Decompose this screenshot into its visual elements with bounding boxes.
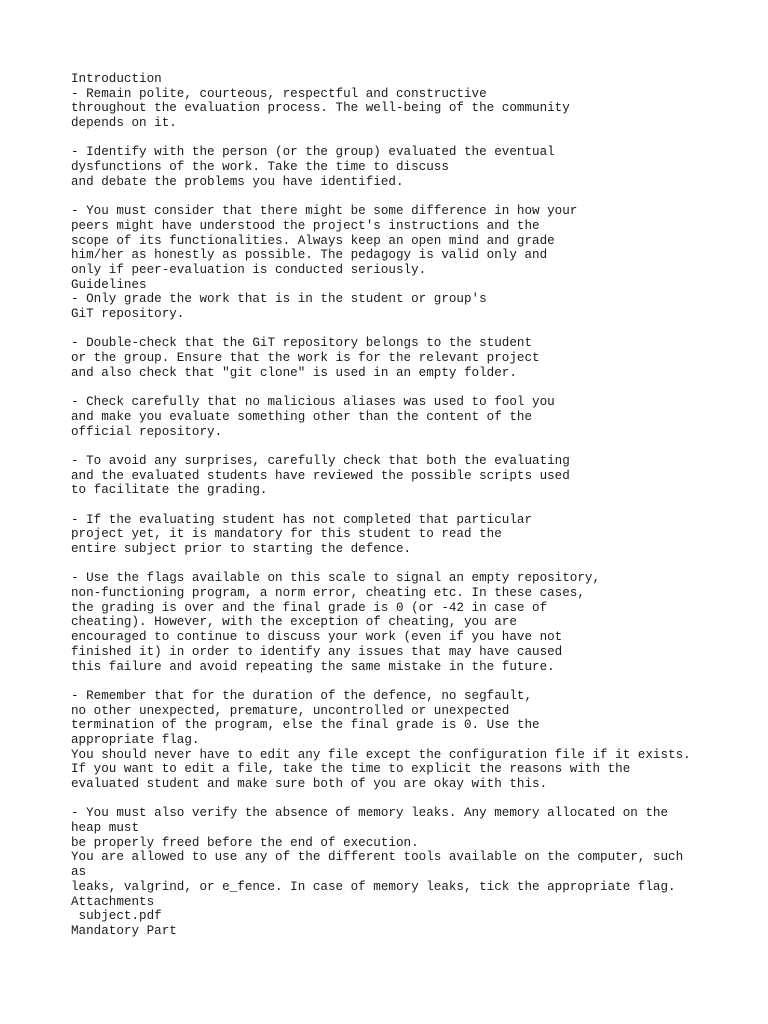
text-line: this failure and avoid repeating the same mistake in the future. [71, 659, 555, 674]
text-line: dysfunctions of the work. Take the time to discuss [71, 160, 449, 175]
blank-line [71, 322, 761, 337]
text-line: heap must [71, 821, 140, 836]
section-heading: Introduction [71, 72, 162, 86]
text-line: If you want to edit a file, take the time to explicit the reasons with the [71, 762, 631, 777]
text-line: - Check carefully that no malicious aliases was used to fool you [71, 395, 555, 410]
section-heading: Guidelines [71, 277, 147, 292]
evaluation-document [71, 72, 761, 939]
text-line: - Only grade the work that is in the student or group's [71, 292, 487, 307]
section-heading: Attachments [71, 894, 155, 909]
text-line: - To avoid any surprises, carefully check that both the evaluating [71, 453, 570, 468]
text-line: You should never have to edit any file except the configuration file if it exists. [71, 747, 691, 762]
text-line: depends on it. [71, 116, 177, 131]
text-line: appropriate flag. [71, 732, 200, 747]
text-line: - Remain polite, courteous, respectful and constructive [71, 86, 487, 101]
text-line: termination of the program, else the final grade is 0. Use the [71, 718, 540, 733]
text-line: the grading is over and the final grade is 0 (or -42 in case of [71, 600, 548, 615]
text-line: evaluated student and make sure both of you are okay with this. [71, 777, 548, 791]
text-line: - Double-check that the GiT repository belongs to the student [71, 336, 533, 351]
text-line: only if peer-evaluation is conducted seriously. [71, 262, 427, 277]
text-line: - If the evaluating student has not completed that particular [71, 512, 533, 527]
text-line: throughout the evaluation process. The well-being of the community [71, 101, 570, 116]
blank-line [71, 557, 761, 572]
text-line: - Remember that for the duration of the defence, no segfault, [71, 688, 533, 703]
blank-line [71, 498, 761, 513]
text-line: no other unexpected, premature, uncontrolled or unexpected [71, 703, 510, 718]
text-line: cheating). However, with the exception of cheating, you are [71, 615, 517, 630]
text-line: and the evaluated students have reviewed the possible scripts used [71, 468, 570, 483]
text-line: - You must also verify the absence of memory leaks. Any memory allocated on the [71, 806, 669, 821]
text-line: or the group. Ensure that the work is for the relevant project [71, 351, 540, 366]
blank-line [71, 674, 761, 689]
text-line: entire subject prior to starting the defence. [71, 542, 412, 556]
text-line: finished it) in order to identify any issues that may have caused [71, 644, 563, 659]
text-line: and make you evaluate something other than the content of the [71, 409, 533, 424]
text-line: - You must consider that there might be some difference in how your [71, 204, 578, 219]
text-line: scope of its functionalities. Always keep an open mind and grade [71, 233, 555, 248]
blank-line [71, 190, 761, 205]
text-line: peers might have understood the project's instructions and the [71, 218, 540, 233]
text-line: - Identify with the person (or the group) evaluated the eventual [71, 145, 555, 160]
blank-line [71, 380, 761, 395]
text-line: and also check that "git clone" is used in an empty folder. [71, 365, 517, 380]
text-line: non-functioning program, a norm error, cheating etc. In these cases, [71, 586, 585, 601]
text-line: be properly freed before the end of execution. [71, 835, 419, 850]
text-line: official repository. [71, 424, 223, 439]
blank-line [71, 439, 761, 454]
text-line: and debate the problems you have identified. [71, 174, 404, 189]
text-line: GiT repository. [71, 307, 185, 321]
text-line: him/her as honestly as possible. The pedagogy is valid only and [71, 248, 548, 263]
text-line: project yet, it is mandatory for this student to read the [71, 527, 502, 542]
text-line: You are allowed to use any of the different tools available on the computer, such [71, 850, 684, 865]
text-line: as [71, 865, 87, 880]
blank-line [71, 131, 761, 146]
blank-line [71, 792, 761, 807]
text-line: - Use the flags available on this scale to signal an empty repository, [71, 571, 601, 586]
section-heading: Mandatory Part [71, 923, 177, 938]
attachment-link[interactable]: subject.pdf [71, 909, 162, 924]
text-line: leaks, valgrind, or e_fence. In case of memory leaks, tick the appropriate flag. [71, 879, 676, 894]
text-line: to facilitate the grading. [71, 483, 268, 498]
text-line: encouraged to continue to discuss your work (even if you have not [71, 630, 563, 645]
